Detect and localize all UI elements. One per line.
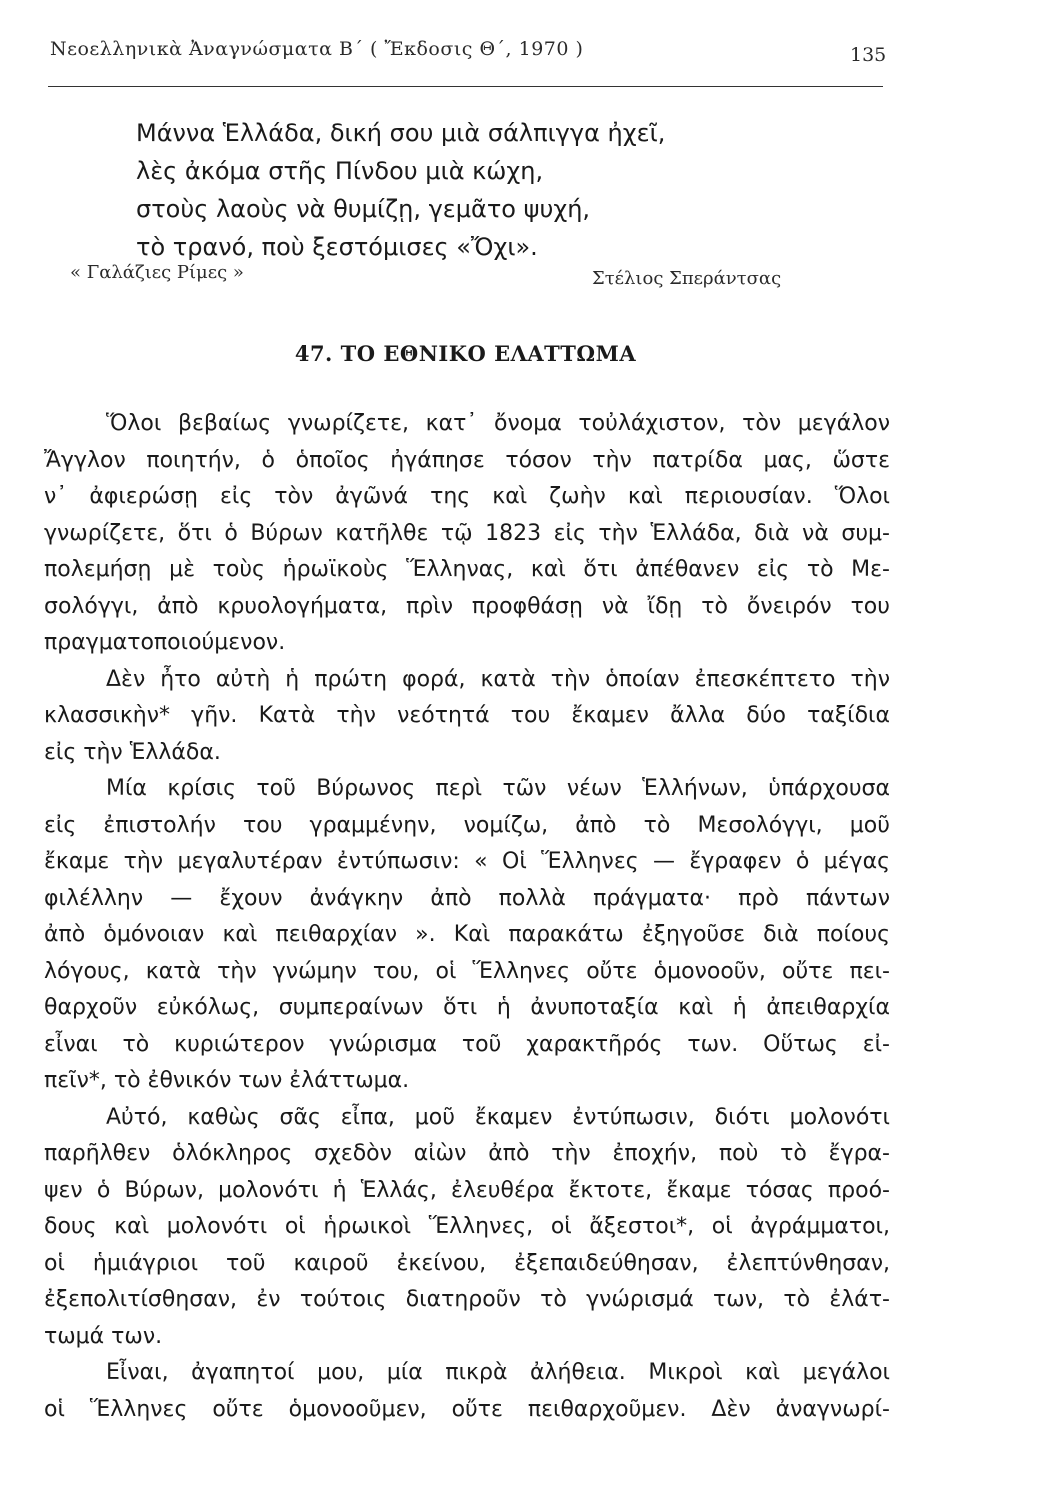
- poem-source: « Γαλάζιες Ρίμες »: [70, 262, 244, 283]
- text-line: Δὲν ἦτο αὐτὴ ἡ πρώτη φορά, κατὰ τὴν ὁποίαν ἐπεσκέπτετο τὴν: [106, 666, 890, 692]
- text-line: εἰς τὴν Ἑλλάδα.: [44, 739, 221, 765]
- text-line: εἶναι τὸ κυριώτερον γνώρισμα τοῦ χαρακτῆρός των. Οὕτως εἰ-: [44, 1031, 890, 1057]
- text-line: Ἄγγλον ποιητήν, ὁ ὁποῖος ἠγάπησε τόσον τὴν πατρίδα μας, ὥστε: [44, 447, 890, 473]
- text-line: Αὐτό, καθὼς σᾶς εἶπα, μοῦ ἔκαμεν ἐντύπωσιν, διότι μολονότι: [106, 1104, 890, 1130]
- text-line: ψεν ὁ Βύρων, μολονότι ἡ Ἑλλάς, ἐλευθέρα ἔκτοτε, ἔκαμε τόσας προό-: [44, 1177, 890, 1203]
- text-line: φιλέλλην — ἔχουν ἀνάγκην ἀπὸ πολλὰ πράγματα· πρὸ πάντων: [44, 885, 890, 911]
- poem-line: Μάννα Ἑλλάδα, δική σου μιὰ σάλπιγγα ἠχεῖ,: [136, 119, 666, 147]
- poem-epigraph: [136, 114, 876, 266]
- text-line: Μία κρίσις τοῦ Βύρωνος περὶ τῶν νέων Ἑλλήνων, ὑπάρχουσα: [106, 776, 890, 801]
- text-line: ἔκαμε τὴν μεγαλυτέραν ἐντύπωσιν: « Οἱ Ἕλληνες — ἔγραφεν ὁ μέγας: [44, 849, 890, 874]
- chapter-title: 47. ΤΟ ΕΘΝΙΚΟ ΕΛΑΤΤΩΜΑ: [294, 341, 637, 366]
- text-line: τωμά των.: [44, 1323, 163, 1349]
- text-line: λόγους, κατὰ τὴν γνώμην του, οἱ Ἕλληνες οὔτε ὁμονοοῦν, οὔτε πει-: [44, 958, 890, 984]
- poem-author: Στέλιος Σπεράντσας: [592, 268, 782, 289]
- text-line: ἐξεπολιτίσθησαν, ἐν τούτοις διατηροῦν τὸ γνώρισμά των, τὸ ἐλάτ-: [44, 1287, 890, 1312]
- text-line: εἰς ἐπιστολήν του γραμμένην, νομίζω, ἀπὸ τὸ Μεσολόγγι, μοῦ: [44, 812, 890, 838]
- page-number: 135: [850, 44, 887, 66]
- poem-line: στοὺς λαοὺς νὰ θυμίζῃ, γεμᾶτο ψυχή,: [136, 195, 591, 223]
- text-line: παρῆλθεν ὁλόκληρος σχεδὸν αἰὼν ἀπὸ τὴν ἐποχήν, ποὺ τὸ ἔγρα-: [44, 1141, 890, 1166]
- text-line: πολεμήσῃ μὲ τοὺς ἡρωϊκοὺς Ἕλληνας, καὶ ὅτι ἀπέθανεν εἰς τὸ Με-: [44, 557, 890, 582]
- text-line: πραγματοποιούμενον.: [44, 630, 286, 655]
- text-line: Εἶναι, ἀγαπητοί μου, μία πικρὰ ἀλήθεια. Μικροὶ καὶ μεγάλοι: [106, 1360, 890, 1385]
- body-text: [44, 406, 890, 1428]
- text-line: σολόγγι, ἀπὸ κρυολογήματα, πρὶν προφθάσῃ νὰ ἴδῃ τὸ ὄνειρόν του: [44, 593, 890, 619]
- text-line: Ὅλοι βεβαίως γνωρίζετε, κατ᾿ ὄνομα τοὐλάχιστον, τὸν μεγάλον: [106, 411, 890, 436]
- text-line: ν᾿ ἀφιερώσῃ εἰς τὸν ἀγῶνά της καὶ ζωὴν καὶ περιουσίαν. Ὅλοι: [44, 484, 890, 509]
- text-line: ἀπὸ ὁμόνοιαν καὶ πειθαρχίαν ». Καὶ παρακάτω ἐξηγοῦσε διὰ ποίους: [44, 922, 890, 947]
- text-line: γνωρίζετε, ὅτι ὁ Βύρων κατῆλθε τῷ 1823 εἰς τὴν Ἑλλάδα, διὰ νὰ συμ-: [44, 520, 890, 546]
- text-line: οἱ ἡμιάγριοι τοῦ καιροῦ ἐκείνου, ἐξεπαιδεύθησαν, ἐλεπτύνθησαν,: [44, 1250, 890, 1276]
- text-line: θαρχοῦν εὐκόλως, συμπεραίνων ὅτι ἡ ἀνυποταξία καὶ ἡ ἀπειθαρχία: [44, 995, 890, 1020]
- header-rule: [48, 86, 883, 87]
- text-line: κλασσικὴν* γῆν. Κατὰ τὴν νεότητά του ἔκαμεν ἄλλα δύο ταξίδια: [44, 703, 890, 728]
- text-line: οἱ Ἕλληνες οὔτε ὁμονοοῦμεν, οὔτε πειθαρχοῦμεν. Δὲν ἀναγνωρί-: [44, 1396, 890, 1422]
- text-line: δους καὶ μολονότι οἱ ἡρωικοὶ Ἕλληνες, οἱ ἄξεστοι*, οἱ ἀγράμματοι,: [44, 1214, 890, 1239]
- text-line: πεῖν*, τὸ ἐθνικόν των ἐλάττωμα.: [44, 1068, 410, 1093]
- running-head: Νεοελληνικὰ Ἀναγνώσματα Β΄ ( Ἔκδοσις Θ΄, 1970 ): [50, 38, 584, 60]
- poem-line: λὲς ἀκόμα στῆς Πίνδου μιὰ κώχη,: [136, 157, 544, 185]
- poem-line: τὸ τρανό, ποὺ ξεστόμισες «Ὄχι».: [136, 233, 538, 261]
